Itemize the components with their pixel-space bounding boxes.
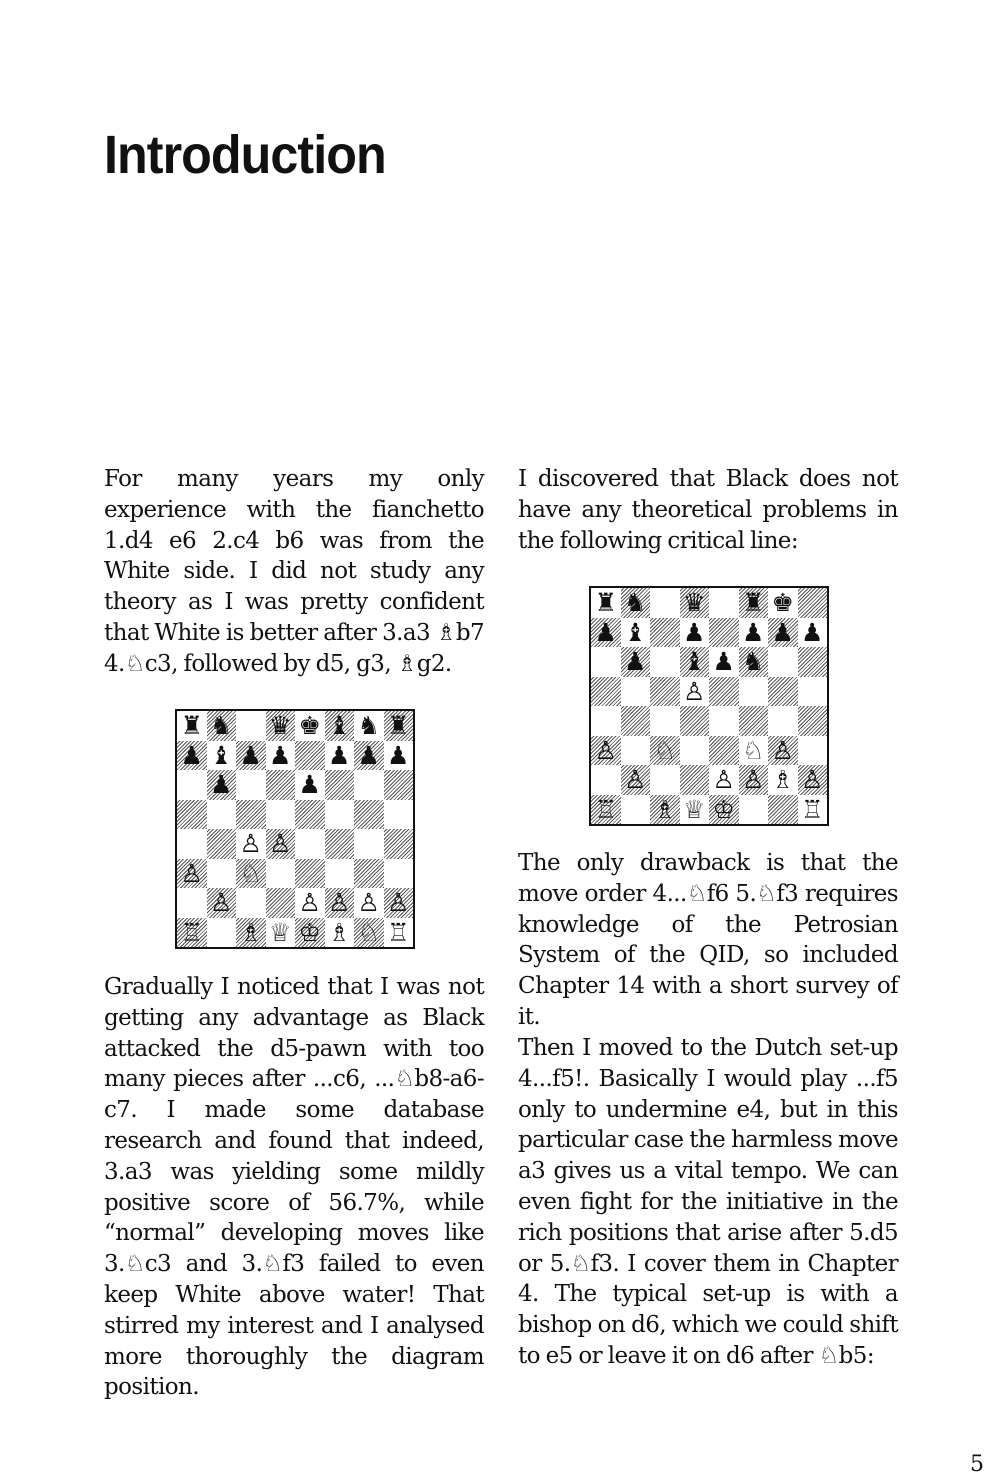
white-rook-icon: ♖ (801, 794, 824, 824)
black-pawn-icon: ♟ (712, 647, 735, 677)
board-square (798, 736, 828, 766)
board-square (325, 888, 355, 918)
board-square (798, 765, 828, 795)
board-square (354, 741, 384, 771)
black-bishop-icon: ♝ (624, 617, 647, 647)
board-square (768, 647, 798, 677)
board-square (236, 800, 266, 830)
board-square (325, 829, 355, 859)
board-square (295, 859, 325, 889)
black-knight-icon: ♞ (742, 647, 765, 677)
board-square (354, 859, 384, 889)
white-queen-icon: ♕ (269, 917, 292, 947)
chess-diagram-2 (589, 586, 829, 826)
chapter-title: Introduction (104, 125, 386, 185)
paragraph-1: For many years my only experience with the fianchetto 1.d4 e6 2.c4 b6 was from the White side. I did not study any theory as I was pretty confident that White is better after 3.a3 ♗b7 4.♘c3, followed by d5, g3, ♗g2. (104, 466, 484, 677)
paragraph-5: Then I moved to the Dutch set-up 4...f5!. Basically I would play ...f5 only to undermine e4, but in this particular case the harmless move a3 gives us a vital tempo. We can even fight for the initiative in the rich positions that arise after 5.d5 or 5.♘f3. I cover them in Chapter 4. The typical set-up is with a bishop on d6, which we could shift to e5 or leave it on d6 after ♘b5: (518, 1035, 898, 1369)
white-knight-icon: ♘ (653, 735, 676, 765)
board-square (709, 706, 739, 736)
black-rook-icon: ♜ (742, 588, 765, 618)
white-pawn-icon: ♙ (210, 888, 233, 918)
board-square (768, 588, 798, 618)
board-square (739, 618, 769, 648)
board-square (177, 711, 207, 741)
white-pawn-icon: ♙ (387, 888, 410, 918)
board-square (266, 800, 296, 830)
board-square (680, 647, 710, 677)
white-rook-icon: ♖ (594, 794, 617, 824)
black-pawn-icon: ♟ (801, 617, 824, 647)
chess-diagram-1 (175, 709, 415, 949)
board-square (798, 706, 828, 736)
board-square (621, 765, 651, 795)
board-square (768, 618, 798, 648)
board-square (236, 711, 266, 741)
board-square (650, 765, 680, 795)
white-bishop-icon: ♗ (771, 765, 794, 795)
board-square (680, 588, 710, 618)
board-square (621, 736, 651, 766)
board-square (650, 706, 680, 736)
board-square (207, 888, 237, 918)
board-square (680, 706, 710, 736)
white-pawn-icon: ♙ (298, 888, 321, 918)
board-square (384, 800, 414, 830)
board-square (384, 829, 414, 859)
black-pawn-icon: ♟ (357, 740, 380, 770)
black-rook-icon: ♜ (387, 711, 410, 741)
board-square (621, 795, 651, 825)
board-square (266, 770, 296, 800)
board-square (798, 588, 828, 618)
board-square (236, 829, 266, 859)
paragraph-3: I discovered that Black does not have any theoretical problems in the following critical line: (518, 466, 898, 554)
board-square (295, 888, 325, 918)
board-square (709, 795, 739, 825)
board-square (709, 588, 739, 618)
board-square (709, 765, 739, 795)
white-bishop-icon: ♗ (239, 917, 262, 947)
board-square (621, 647, 651, 677)
board-square (768, 706, 798, 736)
board-square (680, 765, 710, 795)
board-square (266, 711, 296, 741)
board-square (621, 588, 651, 618)
board-square (591, 618, 621, 648)
board-square (207, 711, 237, 741)
black-queen-icon: ♛ (683, 588, 706, 618)
white-pawn-icon: ♙ (357, 888, 380, 918)
board-square (680, 618, 710, 648)
white-king-icon: ♔ (712, 794, 735, 824)
black-pawn-icon: ♟ (239, 740, 262, 770)
white-pawn-icon: ♙ (801, 765, 824, 795)
board-square (680, 795, 710, 825)
board-square (768, 795, 798, 825)
board-square (207, 829, 237, 859)
board-square (739, 647, 769, 677)
white-knight-icon: ♘ (357, 917, 380, 947)
board-square (177, 918, 207, 948)
paragraph-4: The only drawback is that the move order 4...♘f6 5.♘f3 requires knowledge of the Petrosian System of the QID, so included Chapter 14 with a short survey of it. (518, 850, 898, 1030)
board-square (384, 888, 414, 918)
white-pawn-icon: ♙ (594, 735, 617, 765)
white-pawn-icon: ♙ (239, 829, 262, 859)
board-square (325, 800, 355, 830)
black-knight-icon: ♞ (210, 711, 233, 741)
black-pawn-icon: ♟ (298, 770, 321, 800)
board-square (591, 677, 621, 707)
board-square (798, 647, 828, 677)
board-square (739, 736, 769, 766)
board-square (650, 647, 680, 677)
board-square (295, 918, 325, 948)
board-square (266, 859, 296, 889)
board-square (177, 800, 207, 830)
board-square (236, 770, 266, 800)
board-square (650, 618, 680, 648)
board-square (621, 677, 651, 707)
board-square (207, 741, 237, 771)
board-square (384, 770, 414, 800)
page-number: 5 (970, 1452, 984, 1477)
board-square (768, 677, 798, 707)
board-square (266, 888, 296, 918)
board-square (591, 736, 621, 766)
board-square (798, 618, 828, 648)
board-square (266, 741, 296, 771)
board-square (384, 918, 414, 948)
black-pawn-icon: ♟ (683, 617, 706, 647)
board-square (325, 918, 355, 948)
black-bishop-icon: ♝ (328, 711, 351, 741)
board-square (739, 765, 769, 795)
board-square (384, 711, 414, 741)
white-bishop-icon: ♗ (328, 917, 351, 947)
black-king-icon: ♚ (298, 711, 321, 741)
board-square (295, 800, 325, 830)
black-knight-icon: ♞ (357, 711, 380, 741)
board-square (739, 588, 769, 618)
board-square (709, 647, 739, 677)
white-rook-icon: ♖ (180, 917, 203, 947)
board-square (295, 829, 325, 859)
board-square (739, 677, 769, 707)
board-square (177, 859, 207, 889)
board-square (591, 647, 621, 677)
board-square (236, 918, 266, 948)
board-square (709, 677, 739, 707)
board-square (768, 736, 798, 766)
board-square (739, 795, 769, 825)
board-square (325, 859, 355, 889)
board-square (207, 918, 237, 948)
white-pawn-icon: ♙ (624, 765, 647, 795)
board-square (207, 800, 237, 830)
board-square (236, 741, 266, 771)
white-pawn-icon: ♙ (742, 765, 765, 795)
board-square (384, 741, 414, 771)
board-square (591, 588, 621, 618)
board-square (384, 859, 414, 889)
board-square (591, 706, 621, 736)
board-square (295, 741, 325, 771)
board-square (295, 711, 325, 741)
board-square (739, 706, 769, 736)
board-square (650, 677, 680, 707)
board-square (236, 888, 266, 918)
board-square (207, 770, 237, 800)
black-rook-icon: ♜ (180, 711, 203, 741)
board-square (621, 618, 651, 648)
board-square (650, 736, 680, 766)
board-square (207, 859, 237, 889)
board-square (266, 918, 296, 948)
board-square (650, 588, 680, 618)
board-square (650, 795, 680, 825)
board-square (709, 618, 739, 648)
board-square (295, 770, 325, 800)
white-rook-icon: ♖ (387, 917, 410, 947)
board-square (798, 795, 828, 825)
board-square (266, 829, 296, 859)
black-pawn-icon: ♟ (771, 617, 794, 647)
white-knight-icon: ♘ (742, 735, 765, 765)
board-square (798, 677, 828, 707)
board-square (325, 770, 355, 800)
board-square (236, 859, 266, 889)
board-square (354, 829, 384, 859)
black-king-icon: ♚ (771, 588, 794, 618)
black-pawn-icon: ♟ (328, 740, 351, 770)
white-pawn-icon: ♙ (180, 858, 203, 888)
paragraph-2: Gradually I noticed that I was not getting any advantage as Black attacked the d5-pawn with too many pieces after ...c6, ...♘b8-a6-c7. I made some database research and found that indeed, 3.a3 was yielding some mildly positive score of 56.7%, while “normal” developing moves like 3.♘c3 and 3.♘f3 failed to even keep White above water! That stirred my interest and I analysed more thoroughly the diagram position. (104, 974, 484, 1401)
board-square (325, 741, 355, 771)
board-square (177, 829, 207, 859)
black-pawn-icon: ♟ (742, 617, 765, 647)
black-pawn-icon: ♟ (269, 740, 292, 770)
board-square (354, 711, 384, 741)
board-square (591, 765, 621, 795)
board-square (354, 800, 384, 830)
board-square (680, 677, 710, 707)
board-square (354, 770, 384, 800)
black-pawn-icon: ♟ (180, 740, 203, 770)
board-square (177, 741, 207, 771)
black-pawn-icon: ♟ (594, 617, 617, 647)
white-queen-icon: ♕ (683, 794, 706, 824)
white-knight-icon: ♘ (239, 858, 262, 888)
board-square (591, 795, 621, 825)
white-pawn-icon: ♙ (771, 735, 794, 765)
black-pawn-icon: ♟ (387, 740, 410, 770)
black-bishop-icon: ♝ (683, 647, 706, 677)
board-square (354, 888, 384, 918)
black-queen-icon: ♛ (269, 711, 292, 741)
black-pawn-icon: ♟ (210, 770, 233, 800)
white-pawn-icon: ♙ (328, 888, 351, 918)
black-knight-icon: ♞ (624, 588, 647, 618)
white-king-icon: ♔ (298, 917, 321, 947)
board-square (177, 888, 207, 918)
board-square (621, 706, 651, 736)
board-square (354, 918, 384, 948)
board-square (680, 736, 710, 766)
black-rook-icon: ♜ (594, 588, 617, 618)
board-square (768, 765, 798, 795)
white-pawn-icon: ♙ (269, 829, 292, 859)
board-square (709, 736, 739, 766)
board-square (177, 770, 207, 800)
white-pawn-icon: ♙ (712, 765, 735, 795)
black-pawn-icon: ♟ (624, 647, 647, 677)
black-bishop-icon: ♝ (210, 740, 233, 770)
board-square (325, 711, 355, 741)
white-bishop-icon: ♗ (653, 794, 676, 824)
white-pawn-icon: ♙ (683, 676, 706, 706)
